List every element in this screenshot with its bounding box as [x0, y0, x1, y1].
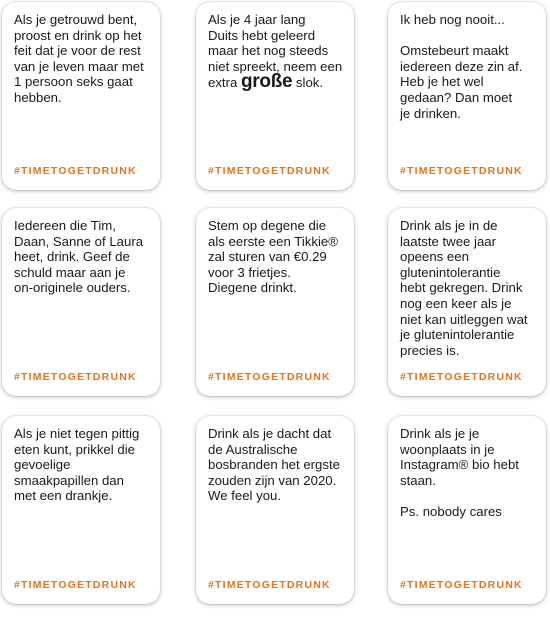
card-never-have-i-ever [388, 2, 546, 190]
hashtag-label: #TIMETOGETDRUNK [208, 165, 331, 177]
hashtag-label: #TIMETOGETDRUNK [14, 165, 137, 177]
card-gluten [388, 208, 546, 396]
hashtag-label: #TIMETOGETDRUNK [400, 165, 523, 177]
card-instagram [388, 416, 546, 604]
card-text: Drink als je je woonplaats in je Instagram® bio hebt staan. Ps. nobody cares [400, 426, 519, 519]
card-text: Iedereen die Tim, Daan, Sanne of Laura heet, drink. Geef de schuld maar aan je on-originele ouders. [14, 218, 144, 296]
card-text: Als je niet tegen pittig eten kunt, prikkel die gevoelige smaakpapillen dan met een drankje. [14, 426, 140, 504]
hashtag-label: #TIMETOGETDRUNK [208, 579, 331, 591]
card-text-after: slok. [292, 75, 324, 91]
card-text: Ik heb nog nooit... Omstebeurt maakt iedereen deze zin af. Heb je het wel gedaan? Dan moet je drinken. [400, 12, 523, 121]
card-text-emphasis: große [240, 71, 293, 93]
hashtag-label: #TIMETOGETDRUNK [208, 371, 331, 383]
card-tikkie [196, 208, 354, 396]
card-bushfires [196, 416, 354, 604]
card-text: Als je getrouwd bent, proost en drink op het feit dat je voor de rest van je leven maar met 1 persoon seks gaat hebben. [14, 12, 144, 105]
hashtag-label: #TIMETOGETDRUNK [14, 371, 137, 383]
card-text: Drink als je in de laatste twee jaar opeens een glutenintolerantie hebt gekregen. Drink nog een keer als je niet kan uitleggen wat je glutenintolerantie precies is. [400, 218, 528, 358]
card-german [196, 2, 354, 190]
card-text-before: Als je 4 jaar lang Duits hebt geleerd maar het nog steeds niet spreekt, neem een extra [208, 12, 343, 91]
hashtag-label: #TIMETOGETDRUNK [400, 371, 523, 383]
card-text: Drink als je dacht dat de Australische bosbranden het ergste zouden zijn van 2020. We feel you. [208, 426, 340, 504]
hashtag-label: #TIMETOGETDRUNK [14, 579, 137, 591]
hashtag-label: #TIMETOGETDRUNK [400, 579, 523, 591]
card-text: Stem op degene die als eerste een Tikkie® zal sturen van €0.29 voor 3 frietjes. Diegene drinkt. [208, 218, 338, 296]
card-spicy-food [2, 416, 160, 604]
card-married [2, 2, 160, 190]
card-names [2, 208, 160, 396]
card-text [208, 12, 346, 91]
